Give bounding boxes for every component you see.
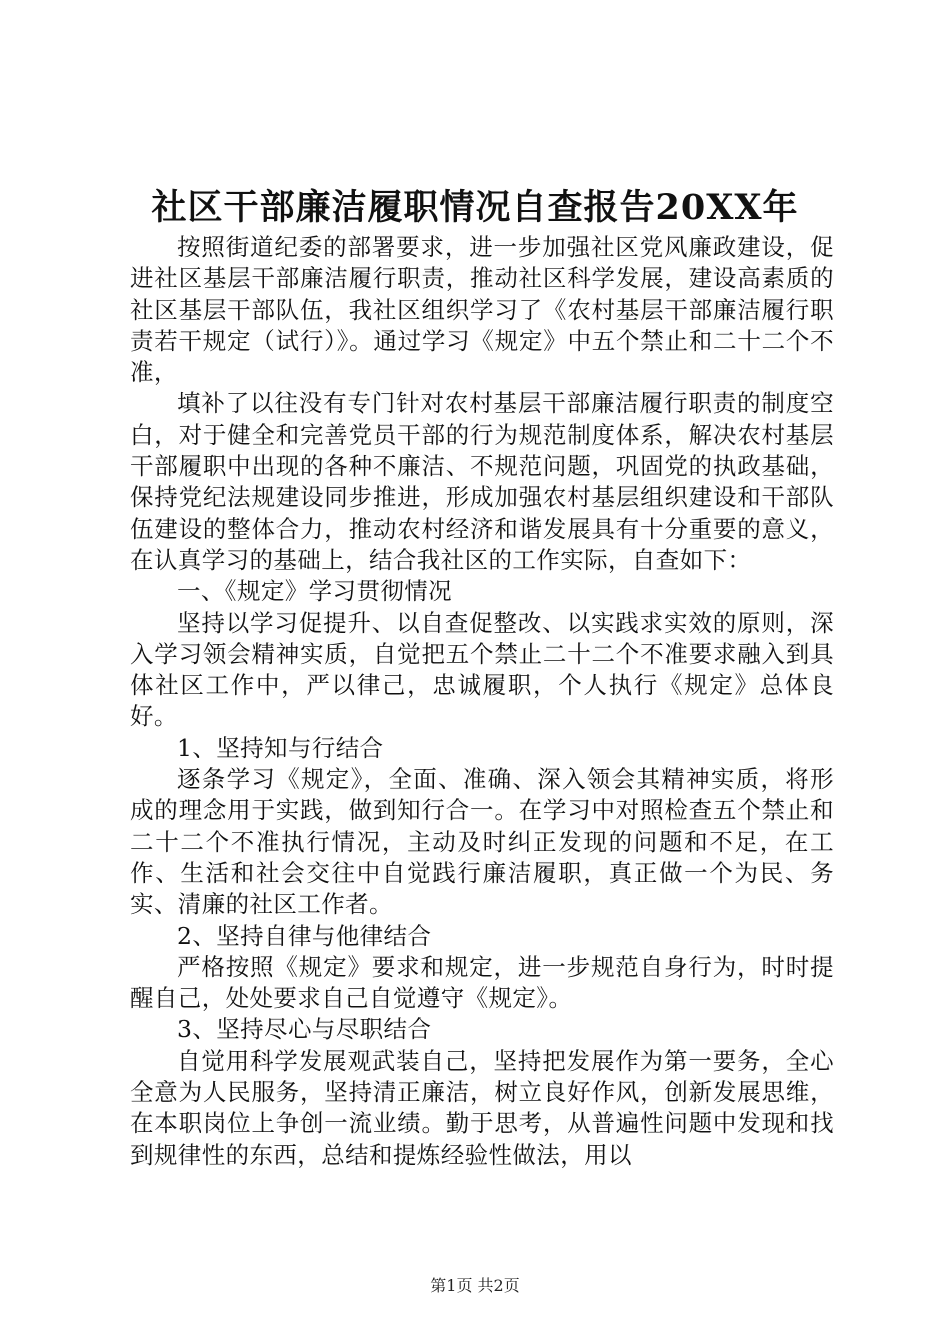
- page-number-footer: 第1页 共2页: [430, 1276, 520, 1295]
- document-body: [130, 232, 834, 1171]
- paragraph-intro: 按照街道纪委的部署要求，进一步加强社区党风廉政建设，促进社区基层干部廉洁履行职责，推动社区科学发展，建设高素质的社区基层干部队伍，我社区组织学习了《农村基层干部廉洁履行职责若干规定（试行）》。通过学习《规定》中五个禁止和二十二个不准，: [130, 233, 834, 387]
- paragraph-sub-3: 自觉用科学发展观武装自己，坚持把发展作为第一要务，全心全意为人民服务，坚持清正廉洁，树立良好作风，创新发展思维，在本职岗位上争创一流业绩。勤于思考，从普遍性问题中发现和找到规律性的东西，总结和提炼经验性做法，用以: [130, 1046, 834, 1169]
- paragraph-significance: 填补了以往没有专门针对农村基层干部廉洁履行职责的制度空白，对于健全和完善党员干部的行为规范制度体系，解决农村基层干部履职中出现的各种不廉洁、不规范问题，巩固党的执政基础，保持党纪法规建设同步推进，形成加强农村基层组织建设和干部队伍建设的整体合力，推动农村经济和谐发展具有十分重要的意义，在认真学习的基础上，结合我社区的工作实际，自查如下：: [130, 389, 834, 574]
- paragraph-section-1: 坚持以学习促提升、以自查促整改、以实践求实效的原则，深入学习领会精神实质，自觉把五个禁止二十二个不准要求融入到具体社区工作中，严以律己，忠诚履职，个人执行《规定》总体良好。: [130, 608, 834, 731]
- document-title: 社区干部廉洁履职情况自查报告20XX年: [151, 187, 799, 228]
- subheading-1: 1、坚持知与行结合: [177, 733, 384, 762]
- paragraph-sub-2: 严格按照《规定》要求和规定，进一步规范自身行为，时时提醒自己，处处要求自己自觉遵守《规定》。: [130, 952, 834, 1013]
- section-heading-1: 一、《规定》学习贯彻情况: [177, 577, 453, 606]
- paragraph-sub-1: 逐条学习《规定》，全面、准确、深入领会其精神实质，将形成的理念用于实践，做到知行合一。在学习中对照检查五个禁止和二十二个不准执行情况，主动及时纠正发现的问题和不足，在工作、生活和社会交往中自觉践行廉洁履职，真正做一个为民、务实、清廉的社区工作者。: [130, 765, 834, 919]
- subheading-3: 3、坚持尽心与尽职结合: [177, 1015, 432, 1044]
- subheading-2: 2、坚持自律与他律结合: [177, 921, 432, 950]
